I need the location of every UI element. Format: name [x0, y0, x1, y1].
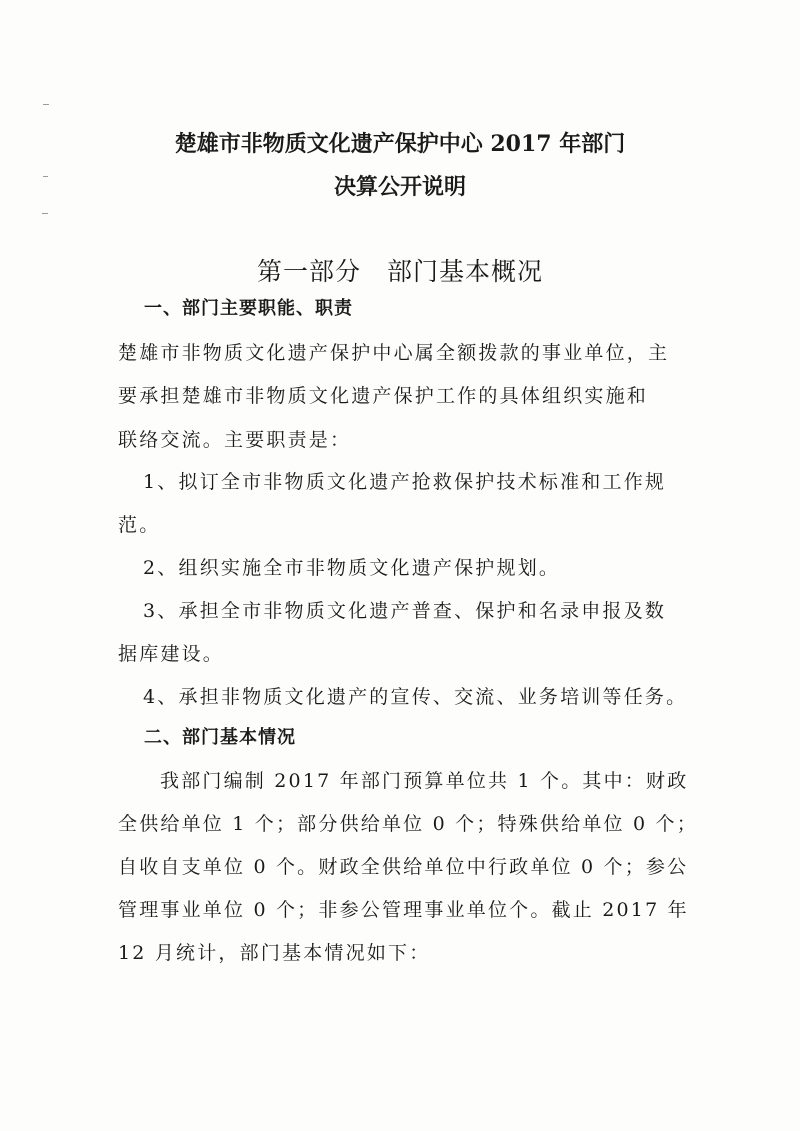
document-title-line-1: 楚雄市非物质文化遗产保护中心 2017 年部门 — [174, 131, 626, 157]
list-item-line: 1、拟订全市非物质文化遗产抢救保护技术标准和工作规 — [143, 471, 667, 493]
document-title-line-2: 决算公开说明 — [333, 174, 466, 200]
list-item-line: 2、组织实施全市非物质文化遗产保护规划。 — [143, 557, 561, 579]
paragraph-line: 自收自支单位 0 个。财政全供给单位中行政单位 0 个；参公 — [118, 856, 689, 878]
paragraph-line: 楚雄市非物质文化遗产保护中心属全额拨款的事业单位，主 — [118, 342, 670, 364]
list-item-line: 据库建设。 — [118, 643, 225, 665]
section-heading-basic-info: 二、部门基本情况 — [144, 727, 296, 748]
paragraph-line: 全供给单位 1 个；部分供给单位 0 个；特殊供给单位 0 个； — [118, 813, 698, 835]
scan-mark — [43, 104, 49, 105]
list-item-line: 3、承担全市非物质文化遗产普查、保护和名录申报及数 — [143, 600, 667, 622]
paragraph-line: 要承担楚雄市非物质文化遗产保护工作的具体组织实施和 — [118, 385, 649, 407]
paragraph-line: 12 月统计，部门基本情况如下： — [118, 942, 431, 964]
paragraph-line: 我部门编制 2017 年部门预算单位共 1 个。其中：财政 — [160, 770, 689, 792]
part-title: 第一部分 部门基本概况 — [256, 257, 543, 286]
list-item-line: 范。 — [118, 514, 161, 536]
paragraph-line: 管理事业单位 0 个；非参公管理事业单位个。截止 2017 年 — [118, 899, 689, 921]
scan-mark — [42, 213, 48, 214]
list-item-line: 4、承担非物质文化遗产的宣传、交流、业务培训等任务。 — [143, 686, 688, 708]
paragraph-line: 联络交流。主要职责是： — [118, 429, 352, 451]
section-heading-duties: 一、部门主要职能、职责 — [144, 298, 353, 319]
